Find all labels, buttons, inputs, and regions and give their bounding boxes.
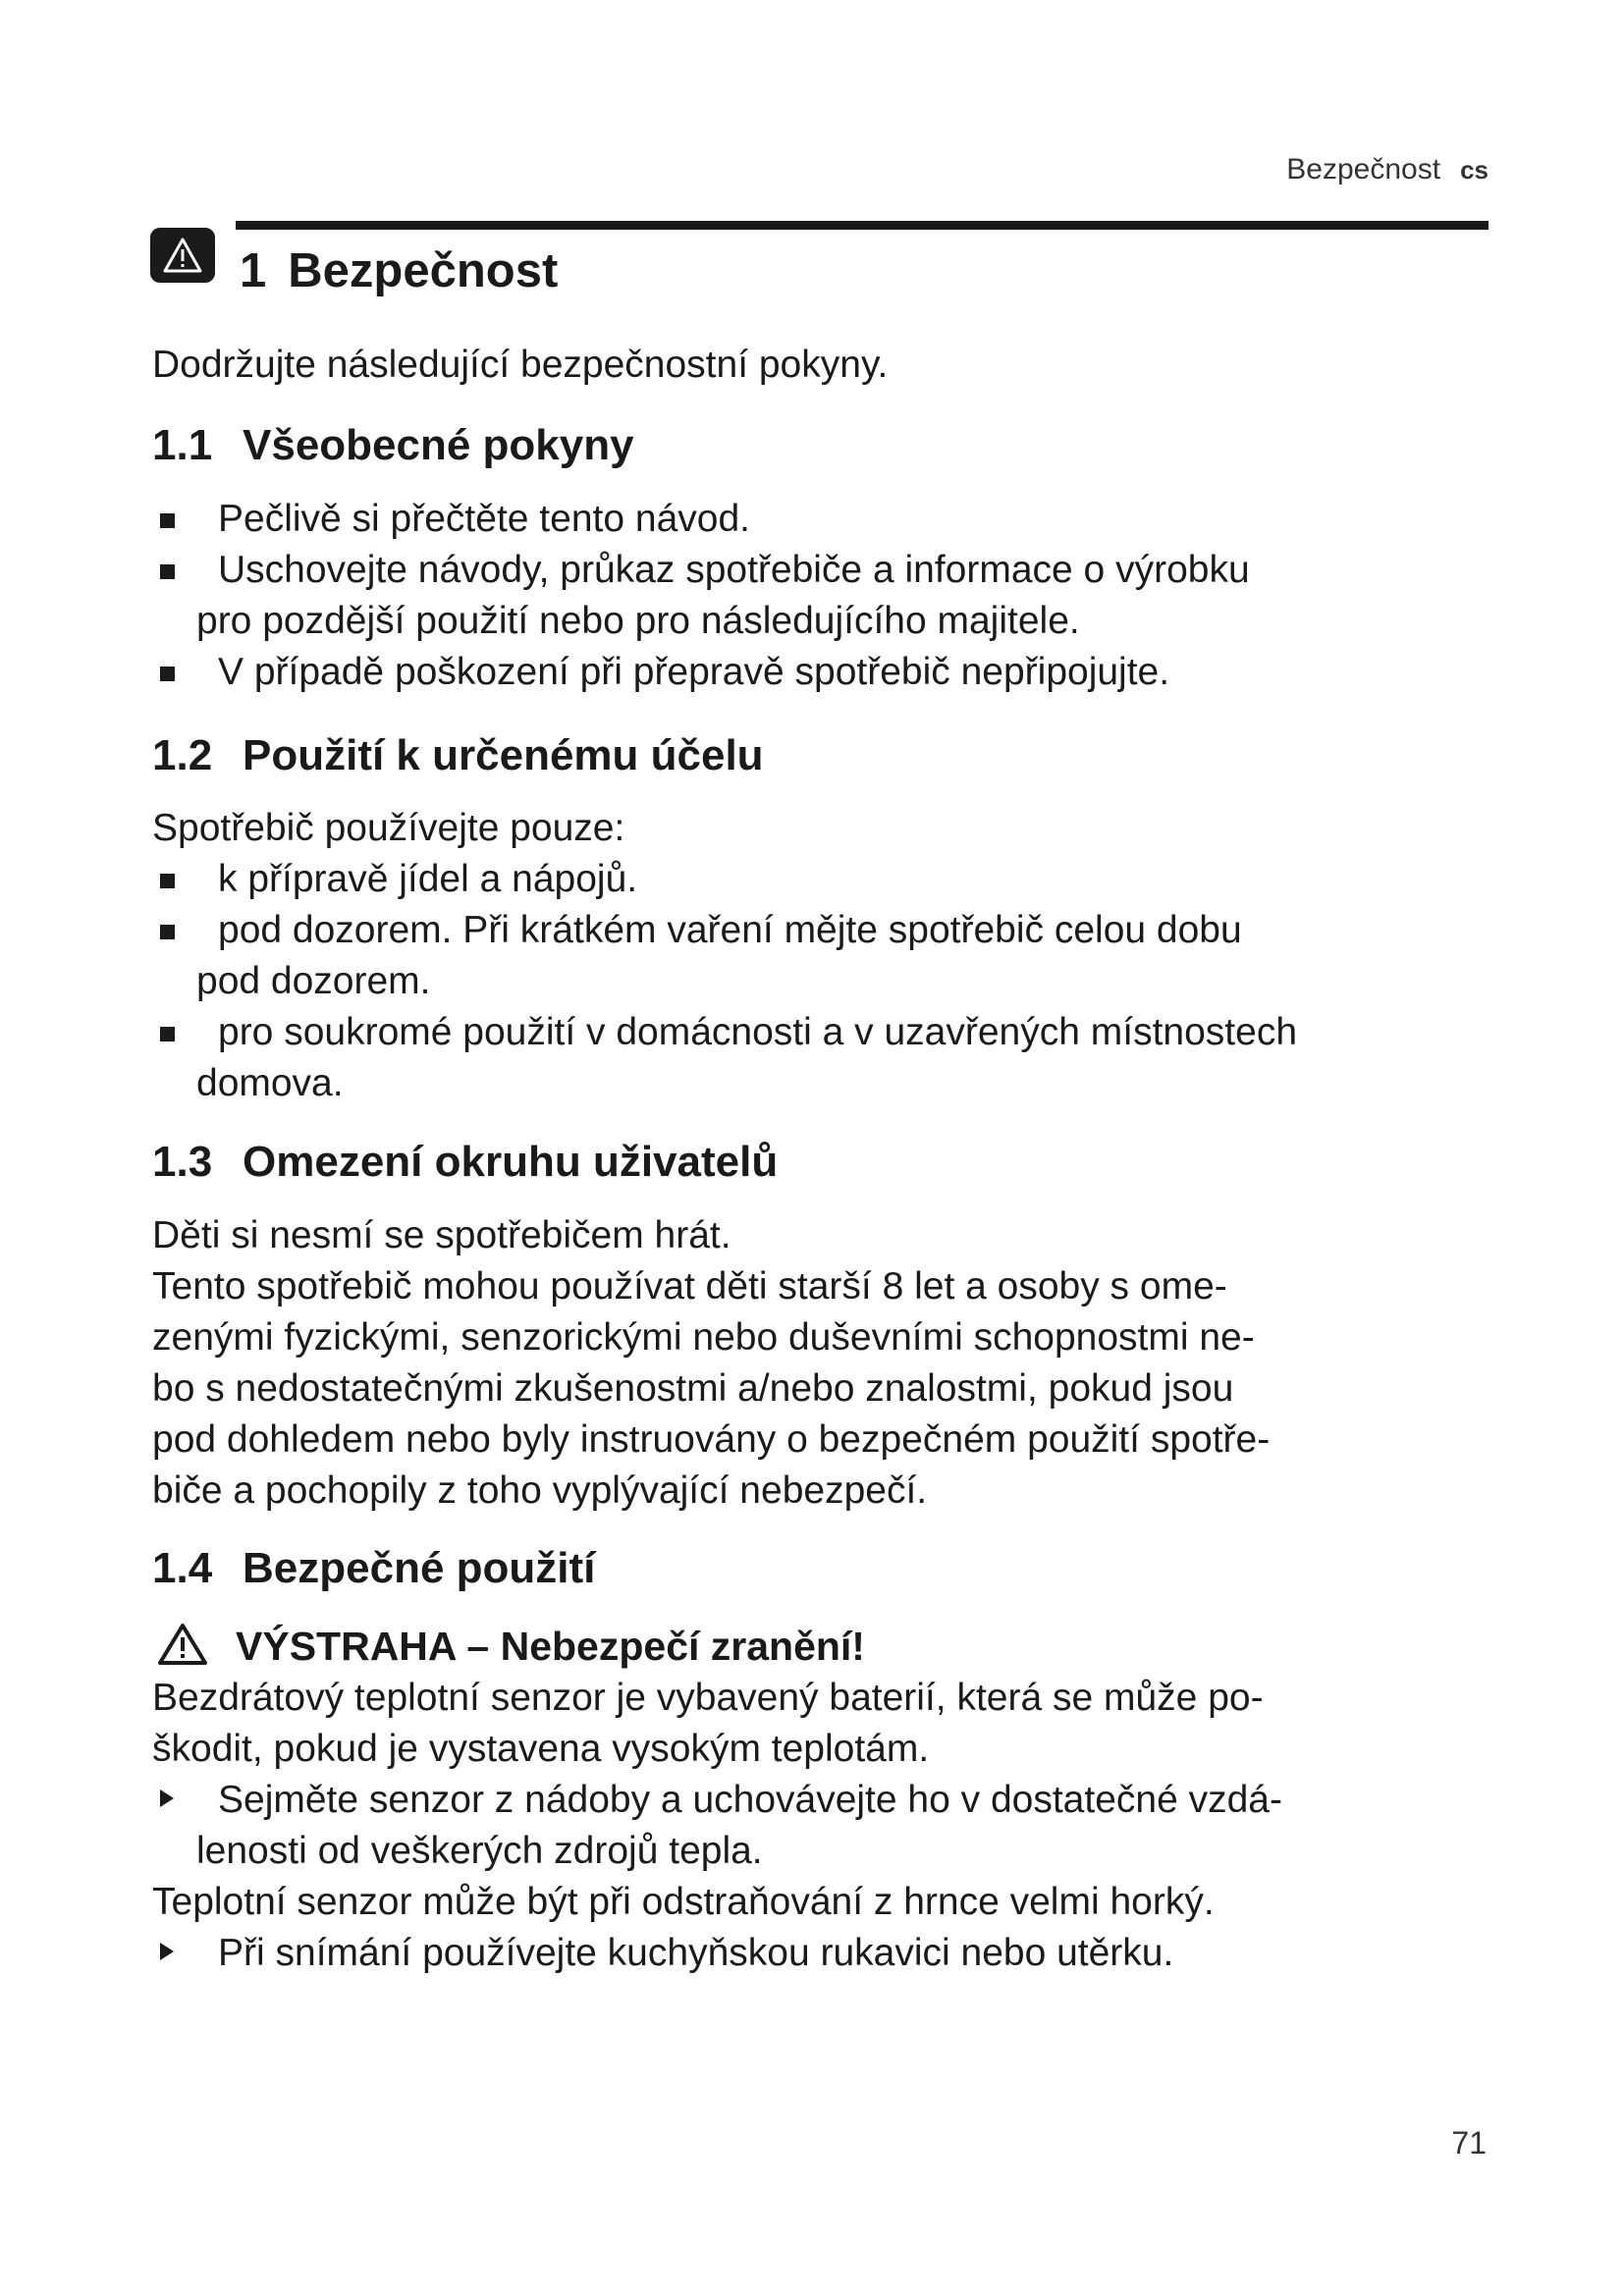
step-item: Sejměte senzor z nádoby a uchovávejte ho v dostatečné vzdá- — [218, 1779, 1282, 1821]
bullet-icon — [160, 513, 175, 528]
list-item: Uschovejte návody, průkaz spotřebiče a informace o výrobku — [218, 549, 1250, 591]
paragraph-line: Děti si nesmí se spotřebičem hrát. — [152, 1214, 731, 1256]
section-number: 1.3 — [152, 1138, 213, 1186]
chapter-title — [240, 243, 558, 298]
heading-rule — [236, 221, 1489, 230]
list-item: pro soukromé použití v domácnosti a v uzavřených místnostech — [218, 1011, 1298, 1053]
section-title: Všeobecné pokyny — [243, 421, 634, 469]
step-item-continuation: lenosti od veškerých zdrojů tepla. — [196, 1830, 763, 1872]
section-number: 1.1 — [152, 421, 213, 469]
list-item: V případě poškození při přepravě spotřebič nepřipojujte. — [218, 651, 1170, 693]
step-arrow-icon — [160, 1943, 174, 1960]
warning-title: VÝSTRAHA – Nebezpečí zranění! — [236, 1624, 865, 1669]
bullet-icon — [160, 874, 175, 888]
chapter-number: 1 — [240, 244, 267, 297]
section-number: 1.4 — [152, 1544, 213, 1592]
paragraph-line: zenými fyzickými, senzorickými nebo duševními schopnostmi ne- — [152, 1316, 1255, 1359]
warning-box-icon — [150, 228, 215, 283]
list-item: pod dozorem. Při krátkém vaření mějte spotřebič celou dobu — [218, 909, 1242, 951]
section-lead: Spotřebič používejte pouze: — [152, 807, 625, 849]
bullet-icon — [160, 667, 175, 681]
paragraph-line: bo s nedostatečnými zkušenostmi a/nebo znalostmi, pokud jsou — [152, 1367, 1234, 1410]
warning-icon — [157, 1623, 208, 1671]
step-item: Při snímání používejte kuchyňskou rukavici nebo utěrku. — [218, 1932, 1174, 1974]
paragraph-line: Teplotní senzor může být při odstraňování z hrnce velmi horký. — [152, 1881, 1215, 1923]
running-head-section: Bezpečnost — [1286, 153, 1441, 186]
list-item-continuation: pro pozdější použití nebo pro následujícího majitele. — [196, 600, 1080, 642]
chapter-title-text: Bezpečnost — [288, 244, 559, 297]
page-number: 71 — [1451, 2125, 1487, 2161]
bullet-icon — [160, 925, 175, 939]
step-arrow-icon — [160, 1789, 174, 1807]
section-title: Použití k určenému účelu — [243, 731, 764, 779]
paragraph-line: pod dohledem nebo byly instruovány o bezpečném použití spotře- — [152, 1418, 1271, 1461]
list-item-continuation: pod dozorem. — [196, 960, 431, 1002]
section-title: Bezpečné použití — [243, 1544, 596, 1592]
paragraph-line: škodit, pokud je vystavena vysokým teplotám. — [152, 1728, 930, 1770]
list-item: k přípravě jídel a nápojů. — [218, 858, 638, 900]
paragraph-line: Tento spotřebič mohou používat děti starší 8 let a osoby s ome- — [152, 1265, 1227, 1308]
section-number: 1.2 — [152, 731, 213, 779]
section-heading-1-1 — [152, 421, 634, 469]
section-heading-1-4 — [152, 1544, 596, 1592]
section-title: Omezení okruhu uživatelů — [243, 1138, 779, 1186]
section-heading-1-3 — [152, 1138, 779, 1186]
paragraph-line: biče a pochopily z toho vyplývající nebezpečí. — [152, 1469, 928, 1512]
running-head-language: cs — [1460, 155, 1489, 185]
intro-text: Dodržujte následující bezpečnostní pokyny. — [152, 344, 889, 386]
list-item: Pečlivě si přečtěte tento návod. — [218, 498, 750, 540]
bullet-icon — [160, 1027, 175, 1041]
bullet-icon — [160, 564, 175, 579]
section-heading-1-2 — [152, 731, 764, 779]
running-head — [1286, 153, 1489, 187]
list-item-continuation: domova. — [196, 1062, 344, 1104]
paragraph-line: Bezdrátový teplotní senzor je vybavený baterií, která se může po- — [152, 1677, 1264, 1719]
